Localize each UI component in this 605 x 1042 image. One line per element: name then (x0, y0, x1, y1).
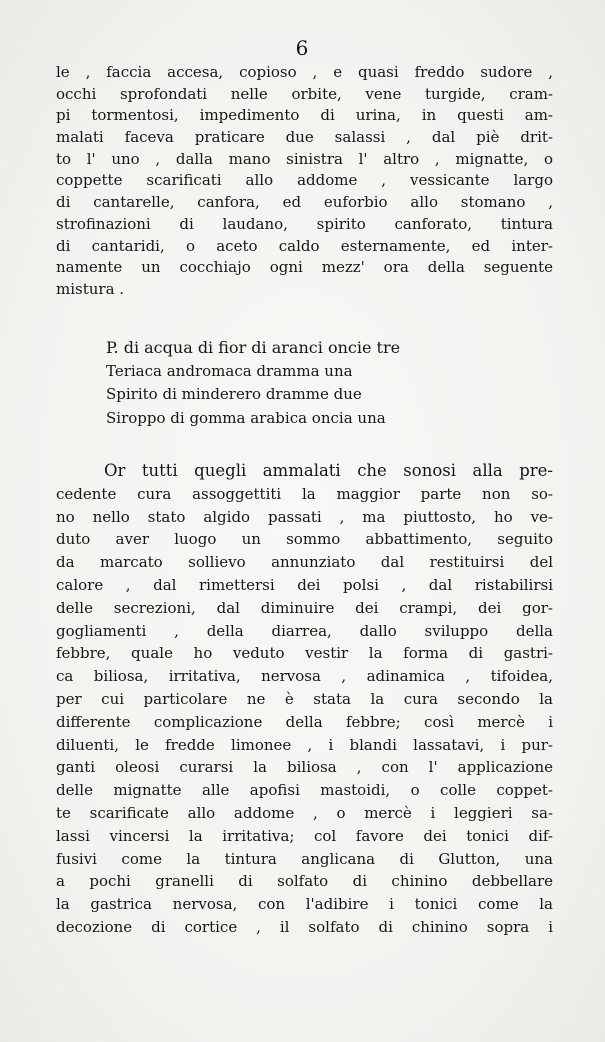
text-line: di cantaridi, o aceto caldo esternamente, ed inter- (56, 236, 553, 255)
text-line: malati faceva praticare due salassi , dal piè drit- (56, 128, 553, 147)
text-line: calore , dal rimettersi dei polsi , dal ristabilirsi (56, 575, 553, 594)
text-line: pi tormentosi, impedimento di urina, in questi am- (56, 106, 553, 125)
recipe-line: P. di acqua di fior di aranci oncie tre (106, 338, 401, 357)
text-line: strofinazioni di laudano, spirito canforato, tintura (56, 214, 553, 233)
recipe-block (106, 336, 526, 430)
text-line: gogliamenti , della diarrea, dallo sviluppo della (56, 621, 553, 640)
text-line: decozione di cortice , il solfato di chinino sopra i (56, 917, 553, 936)
text-line: a pochi granelli di solfato di chinino debbellare (56, 872, 553, 891)
text-line: coppette scarificati allo addome , vessicante largo (56, 171, 553, 190)
text-line: occhi sprofondati nelle orbite, vene turgide, cram- (56, 84, 553, 103)
recipe-line: Spirito di minderero dramme due (106, 385, 362, 403)
text-line: da marcato sollievo annunziato dal restituirsi del (56, 553, 553, 572)
text-line: delle secrezioni, dal diminuire dei crampi, dei gor- (56, 598, 553, 617)
paragraph-outcomes (56, 460, 553, 939)
paragraph-symptoms-treatment (56, 62, 553, 301)
text-line: cedente cura assoggettiti la maggior parte non so- (56, 484, 553, 503)
text-line: te scarificate allo addome , o mercè i leggieri sa- (56, 803, 553, 822)
text-line: ca biliosa, irritativa, nervosa , adinamica , tifoidea, (56, 667, 553, 686)
text-line: lassi vincersi la irritativa; col favore dei tonici dif- (56, 826, 553, 845)
text-line: ganti oleosi curarsi la biliosa , con l' applicazione (56, 758, 553, 777)
text-line: delle mignatte alle apofisi mastoidi, o colle coppet- (56, 781, 553, 800)
text-line: to l' uno , dalla mano sinistra l' altro , mignatte, o (56, 149, 553, 168)
text-line: duto aver luogo un sommo abbattimento, seguito (56, 530, 553, 549)
text-line: differente complicazione della febbre; così mercè i (56, 712, 553, 731)
recipe-line: Teriaca andromaca dramma una (106, 361, 353, 380)
text-line: le , faccia accesa, copioso , e quasi freddo sudore , (56, 63, 553, 81)
text-line: la gastrica nervosa, con l'adibire i tonici come la (56, 895, 553, 914)
text-line: namente un cocchiajo ogni mezz' ora della seguente (56, 258, 553, 277)
recipe-line: Siroppo di gomma arabica oncia una (106, 408, 386, 427)
text-line: Or tutti quegli ammalati che sonosi alla pre- (104, 461, 553, 480)
text-line: per cui particolare ne è stata la cura secondo la (56, 689, 553, 708)
text-line: fusivi come la tintura anglicana di Glutton, una (56, 849, 553, 868)
text-line: diluenti, le fredde limonee , i blandi lassatavi, i pur- (56, 735, 553, 754)
text-line: mistura . (56, 279, 125, 298)
text-line: di cantarelle, canfora, ed euforbio allo stomano , (56, 193, 553, 212)
text-line: no nello stato algido passati , ma piuttosto, ho ve- (56, 507, 553, 526)
page-number: 6 (295, 36, 310, 60)
text-line: febbre, quale ho veduto vestir la forma di gastri- (56, 644, 553, 663)
